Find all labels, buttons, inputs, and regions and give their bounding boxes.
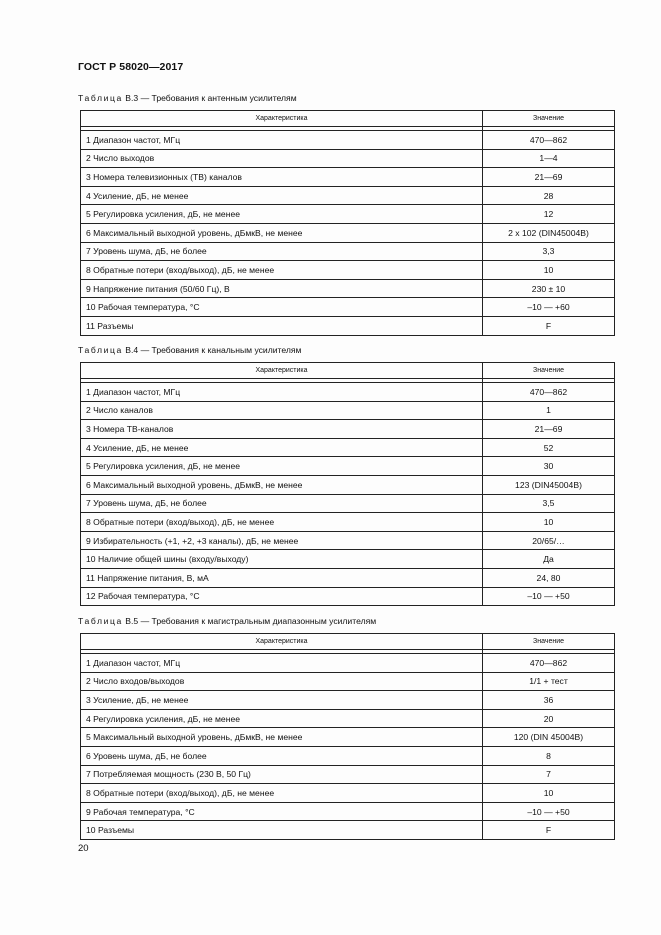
table-caption [78,93,297,103]
column-header-characteristic: Характеристика [81,363,483,379]
characteristic-cell: 2 Число входов/выходов [81,672,483,691]
value-cell: 36 [483,691,615,710]
characteristic-cell: 5 Максимальный выходной уровень, дБмкВ, не менее [81,728,483,747]
value-cell: 30 [483,457,615,476]
characteristic-cell: 1 Диапазон частот, МГц [81,654,483,673]
characteristic-cell: 10 Разъемы [81,821,483,840]
value-cell: 8 [483,746,615,765]
table-row [81,568,615,587]
value-cell: 28 [483,186,615,205]
table-row [81,765,615,784]
table-header-row [81,634,615,650]
table-row [81,691,615,710]
table-row [81,149,615,168]
characteristic-cell: 8 Обратные потери (вход/выход), дБ, не менее [81,784,483,803]
table-row [81,784,615,803]
table-row [81,802,615,821]
value-cell: Да [483,550,615,569]
characteristic-cell: 4 Регулировка усиления, дБ, не менее [81,709,483,728]
characteristic-cell: 10 Рабочая температура, °С [81,298,483,317]
value-cell: 21—69 [483,420,615,439]
table-caption [78,345,301,355]
characteristic-cell: 3 Номера ТВ-каналов [81,420,483,439]
value-cell: –10 — +60 [483,298,615,317]
table-row [81,383,615,402]
value-cell: 1/1 + тест [483,672,615,691]
amplifier-requirements-table [80,110,615,336]
table-row [81,279,615,298]
value-cell: 470—862 [483,654,615,673]
table-row [81,242,615,261]
column-header-characteristic: Характеристика [81,634,483,650]
characteristic-cell: 10 Наличие общей шины (входу/выходу) [81,550,483,569]
characteristic-cell: 5 Регулировка усиления, дБ, не менее [81,205,483,224]
characteristic-cell: 9 Рабочая температура, °С [81,802,483,821]
table-row [81,550,615,569]
amplifier-requirements-table [80,633,615,840]
table-row [81,298,615,317]
characteristic-cell: 3 Номера телевизионных (ТВ) каналов [81,168,483,187]
characteristic-cell: 11 Напряжение питания, В, мА [81,568,483,587]
table-header-row [81,111,615,127]
value-cell: 21—69 [483,168,615,187]
table-row [81,223,615,242]
table-row [81,654,615,673]
table-row [81,316,615,335]
table-caption-text: В.5 — Требования к магистральным диапазонным усилителям [122,616,377,626]
characteristic-cell: 6 Максимальный выходной уровень, дБмкВ, не менее [81,223,483,242]
characteristic-cell: 6 Максимальный выходной уровень, дБмкВ, не менее [81,475,483,494]
value-cell: 3,5 [483,494,615,513]
value-cell: 230 ± 10 [483,279,615,298]
characteristic-cell: 9 Напряжение питания (50/60 Гц), В [81,279,483,298]
characteristic-cell: 8 Обратные потери (вход/выход), дБ, не менее [81,513,483,532]
value-cell: 52 [483,438,615,457]
table-row [81,261,615,280]
column-header-value: Значение [483,634,615,650]
value-cell: 3,3 [483,242,615,261]
table-row [81,513,615,532]
characteristic-cell: 6 Уровень шума, дБ, не более [81,746,483,765]
characteristic-cell: 1 Диапазон частот, МГц [81,383,483,402]
value-cell: F [483,316,615,335]
value-cell: 7 [483,765,615,784]
value-cell: 10 [483,784,615,803]
characteristic-cell: 2 Число каналов [81,401,483,420]
value-cell: 20/65/… [483,531,615,550]
value-cell: 10 [483,513,615,532]
column-header-value: Значение [483,111,615,127]
characteristic-cell: 12 Рабочая температура, °С [81,587,483,606]
table-row [81,457,615,476]
table-row [81,728,615,747]
table-row [81,746,615,765]
table-row [81,205,615,224]
column-header-value: Значение [483,363,615,379]
value-cell: 470—862 [483,383,615,402]
table-row [81,131,615,150]
page-number: 20 [78,843,89,854]
value-cell: 20 [483,709,615,728]
value-cell: 1 [483,401,615,420]
amplifier-requirements-table [80,362,615,606]
table-row [81,438,615,457]
table-caption [78,616,376,626]
table-row [81,587,615,606]
column-header-characteristic: Характеристика [81,111,483,127]
value-cell: 10 [483,261,615,280]
value-cell: 123 (DIN45004B) [483,475,615,494]
document-header: ГОСТ Р 58020—2017 [78,61,184,73]
value-cell: 12 [483,205,615,224]
characteristic-cell: 3 Усиление, дБ, не менее [81,691,483,710]
table-row [81,531,615,550]
table-caption-label: Таблица [78,616,123,626]
characteristic-cell: 4 Усиление, дБ, не менее [81,186,483,205]
table-header-row [81,363,615,379]
table-row [81,672,615,691]
value-cell: 24, 80 [483,568,615,587]
characteristic-cell: 2 Число выходов [81,149,483,168]
characteristic-cell: 11 Разъемы [81,316,483,335]
table-caption-label: Таблица [78,93,123,103]
table-row [81,401,615,420]
value-cell: –10 — +50 [483,802,615,821]
value-cell: 120 (DIN 45004B) [483,728,615,747]
value-cell: –10 — +50 [483,587,615,606]
table-row [81,168,615,187]
table-caption-label: Таблица [78,345,123,355]
characteristic-cell: 4 Усиление, дБ, не менее [81,438,483,457]
table-row [81,475,615,494]
characteristic-cell: 7 Уровень шума, дБ, не более [81,242,483,261]
table-caption-text: В.3 — Требования к антенным усилителям [122,93,297,103]
table-row [81,420,615,439]
table-row [81,821,615,840]
characteristic-cell: 7 Уровень шума, дБ, не более [81,494,483,513]
characteristic-cell: 9 Избирательность (+1, +2, +3 каналы), дБ, не менее [81,531,483,550]
table-row [81,494,615,513]
value-cell: 1—4 [483,149,615,168]
characteristic-cell: 7 Потребляемая мощность (230 В, 50 Гц) [81,765,483,784]
characteristic-cell: 8 Обратные потери (вход/выход), дБ, не менее [81,261,483,280]
characteristic-cell: 5 Регулировка усиления, дБ, не менее [81,457,483,476]
table-row [81,186,615,205]
value-cell: F [483,821,615,840]
value-cell: 470—862 [483,131,615,150]
characteristic-cell: 1 Диапазон частот, МГц [81,131,483,150]
table-row [81,709,615,728]
value-cell: 2 х 102 (DIN45004B) [483,223,615,242]
table-caption-text: В.4 — Требования к канальным усилителям [122,345,302,355]
